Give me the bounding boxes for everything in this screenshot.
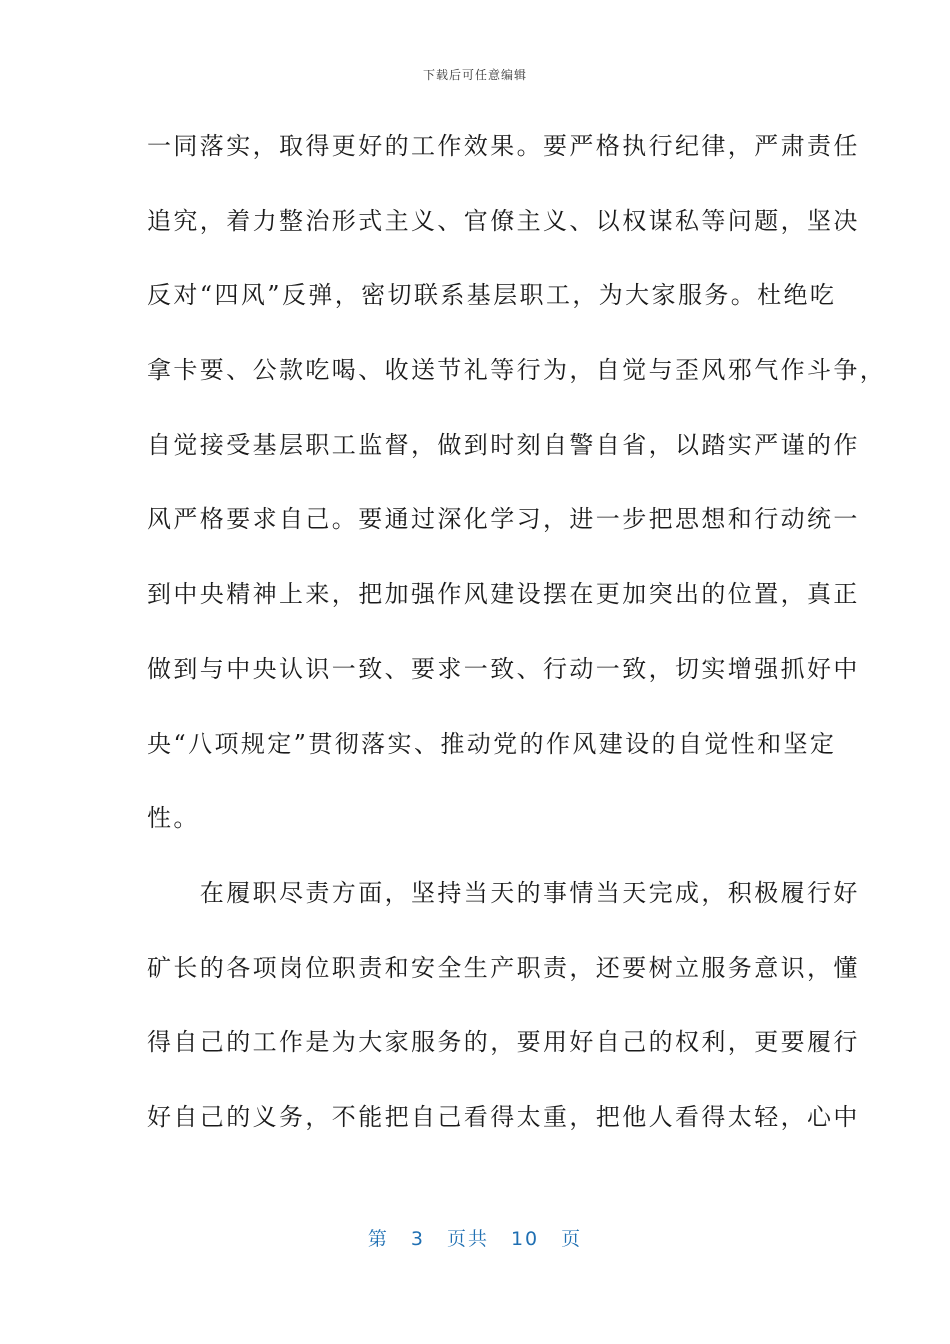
document-body — [147, 121, 887, 1167]
text-line: 好自己的义务，不能把自己看得太重，把他人看得太轻，心中 — [147, 1102, 860, 1131]
text-line: 做到与中央认识一致、要求一致、行动一致，切实增强抓好中 — [147, 654, 860, 683]
page-suffix: 页 — [561, 1228, 583, 1250]
header-note: 下载后可任意编辑 — [422, 68, 527, 82]
text-line: 央“八项规定”贯彻落实、推动党的作风建设的自觉性和坚定 — [147, 729, 837, 758]
page-prefix: 第 — [367, 1228, 389, 1250]
page-current: 3 — [410, 1228, 425, 1250]
page-total: 10 — [510, 1228, 540, 1250]
page-middle: 页共 — [446, 1228, 489, 1250]
text-line: 反对“四风”反弹，密切联系基层职工，为大家服务。杜绝吃 — [147, 281, 837, 310]
text-line: 矿长的各项岗位职责和安全生产职责，还要树立服务意识，懂 — [147, 953, 860, 982]
paragraph-start-line: 在履职尽责方面，坚持当天的事情当天完成，积极履行好 — [147, 878, 860, 907]
text-line: 性。 — [147, 804, 200, 833]
text-line: 自觉接受基层职工监督，做到时刻自警自省，以踏实严谨的作 — [147, 430, 860, 459]
text-line: 到中央精神上来，把加强作风建设摆在更加突出的位置，真正 — [147, 580, 860, 609]
text-line: 追究，着力整治形式主义、官僚主义、以权谋私等问题，坚决 — [147, 206, 860, 235]
text-line: 得自己的工作是为大家服务的，要用好自己的权利，更要履行 — [147, 1028, 860, 1057]
page-footer — [0, 1224, 950, 1251]
text-line: 风严格要求自己。要通过深化学习，进一步把思想和行动统一 — [147, 505, 860, 534]
text-line: 一同落实，取得更好的工作效果。要严格执行纪律，严肃责任 — [147, 132, 860, 160]
text-line: 拿卡要、公款吃喝、收送节礼等行为，自觉与歪风邪气作斗争， — [147, 356, 887, 385]
